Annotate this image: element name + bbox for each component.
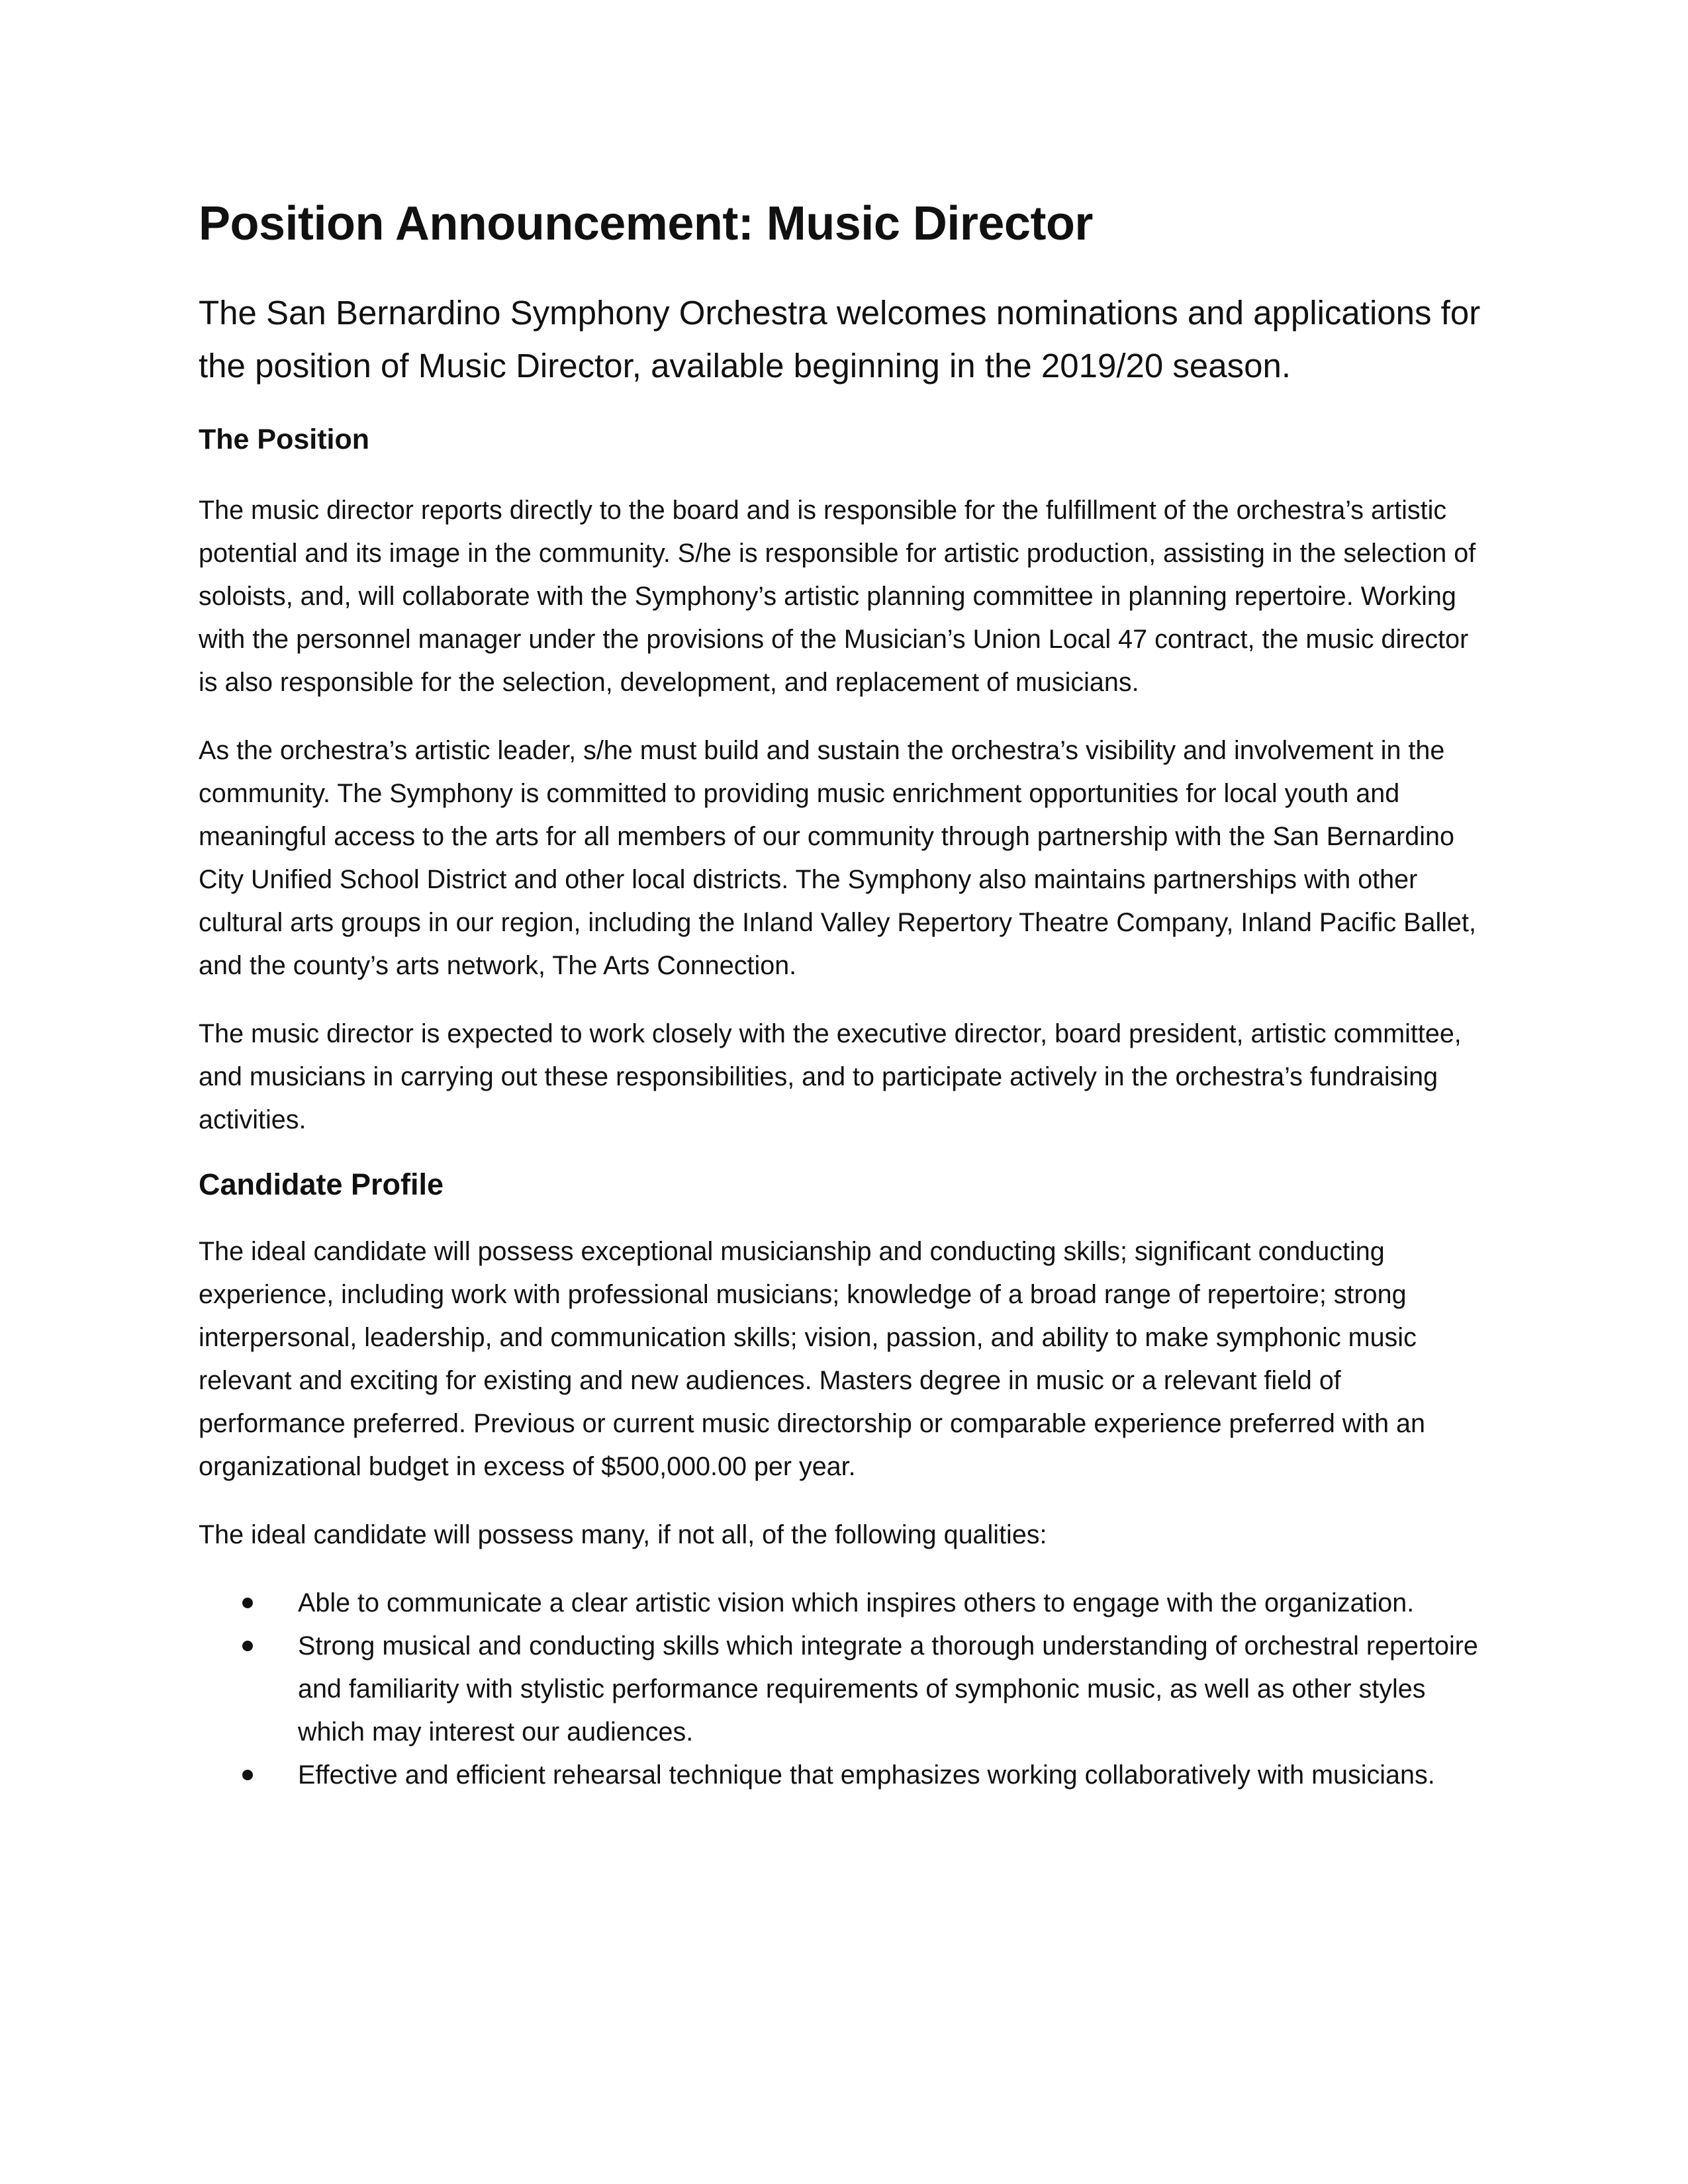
intro-paragraph: The San Bernardino Symphony Orchestra welcomes nominations and applications for the position of Music Director, available beginning in the 2019/20 season. [199, 294, 1481, 385]
section-heading-position: The Position [199, 424, 369, 456]
list-item [199, 1754, 1489, 1797]
bullet-icon [242, 1641, 253, 1651]
list-item [199, 1582, 1489, 1625]
candidate-paragraph-1: The ideal candidate will possess exceptional musicianship and conducting skills; significant conducting experience, including work with professional musicians; knowledge of a broad range of repertoire; strong interpersonal, leadership, and communication skills; vision, passion, and ability to make symphonic music relevant and exciting for existing and new audiences. Masters degree in music or a relevant field of performance preferred. Previous or current music directorship or comparable experience preferred with an organizational budget in excess of $500,000.00 per year. [199, 1236, 1425, 1481]
qualities-list [199, 1582, 1489, 1797]
position-paragraph-1: The music director reports directly to the board and is responsible for the fulfillment of the orchestra’s artistic potential and its image in the community. S/he is responsible for artistic production, assisting in the selection of soloists, and, will collaborate with the Symphony’s artistic planning committee in planning repertoire. Working with the personnel manager under the provisions of the Musician’s Union Local 47 contract, the music director is also responsible for the selection, development, and replacement of musicians. [199, 495, 1476, 697]
section-heading-candidate-profile: Candidate Profile [199, 1167, 444, 1201]
list-item-text: Able to communicate a clear artistic vision which inspires others to engage with the organization. [298, 1588, 1415, 1617]
list-item-text: Strong musical and conducting skills which integrate a thorough understanding of orchestral repertoire and familiarity with stylistic performance requirements of symphonic music, as well as other styles which may interest our audiences. [298, 1631, 1478, 1747]
candidate-paragraph-2: The ideal candidate will possess many, if not all, of the following qualities: [199, 1520, 1047, 1549]
bullet-icon [242, 1598, 253, 1608]
list-item-text: Effective and efficient rehearsal technique that emphasizes working collaboratively with musicians. [298, 1760, 1435, 1790]
list-item [199, 1625, 1489, 1754]
position-paragraph-3: The music director is expected to work closely with the executive director, board president, artistic committee, and musicians in carrying out these responsibilities, and to participate actively in the orchestra’s fundraising activities. [199, 1019, 1462, 1134]
position-paragraph-2: As the orchestra’s artistic leader, s/he must build and sustain the orchestra’s visibility and involvement in the community. The Symphony is committed to providing music enrichment opportunities for local youth and meaningful access to the arts for all members of our community through partnership with the San Bernardino City Unified School District and other local districts. The Symphony also maintains partnerships with other cultural arts groups in our region, including the Inland Valley Repertory Theatre Company, Inland Pacific Ballet, and the county’s arts network, The Arts Connection. [199, 735, 1476, 980]
bullet-icon [242, 1770, 253, 1780]
page-title: Position Announcement: Music Director [199, 197, 1093, 250]
